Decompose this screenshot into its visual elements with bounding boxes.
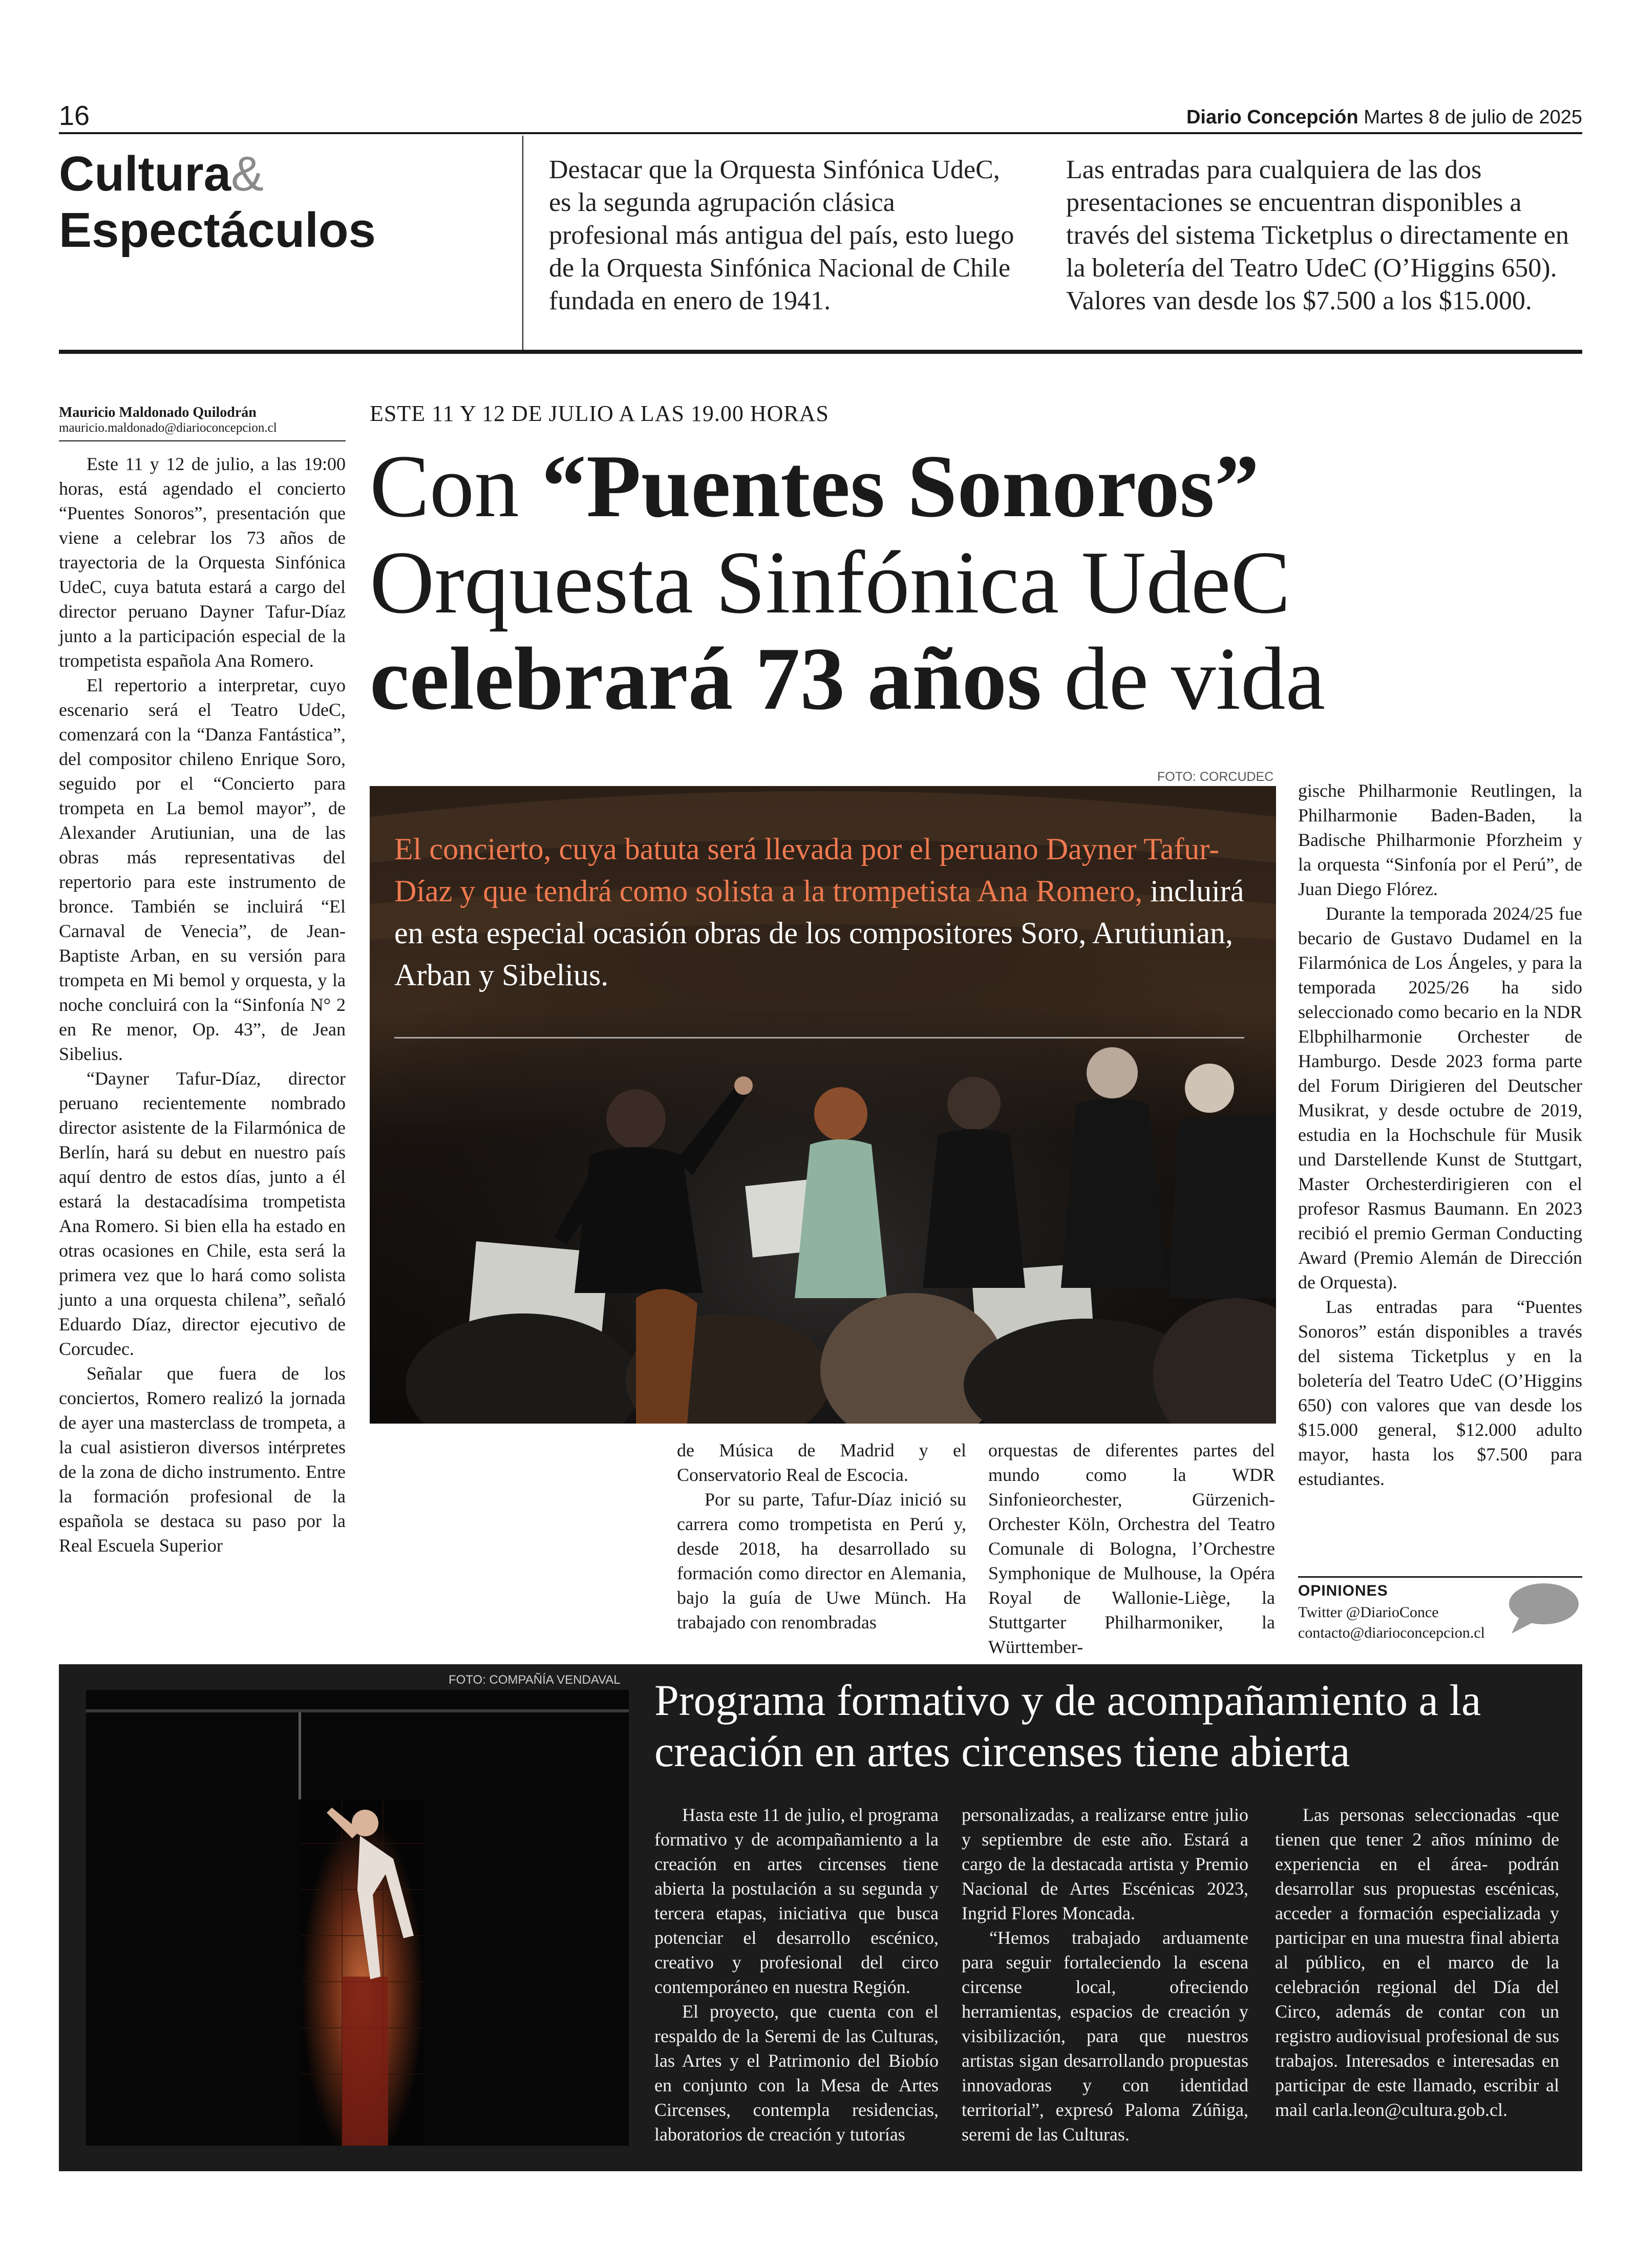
section-ampersand: & bbox=[231, 146, 264, 201]
headline-part: Con bbox=[370, 436, 542, 536]
article-paragraph: Por su parte, Tafur-Díaz inició su carrera como trompetista en Perú y, desde 2018, ha desarrollado su formación como director en Alemania, bajo la guía de Uwe Münch. Ha trabajado con renombradas bbox=[677, 1489, 966, 1633]
photo-credit-circus: FOTO: COMPAÑÍA VENDAVAL bbox=[449, 1673, 621, 1687]
callout-orchestra-history: Destacar que la Orquesta Sinfónica UdeC, es la segunda agrupación clásica profesional más antigua del país, esto luego de la Orquesta Sinfónica Nacional de Chile fundada en enero de 1941. bbox=[549, 155, 1014, 315]
circus-paragraph: Hasta este 11 de julio, el programa formativo y de acompañamiento a la creación en artes circenses tiene abierta la postulación a su segunda y tercera etapas, iniciativa que busca potenciar el desarrollo escénico, creativo y profesional del circo contemporáneo en nuestra Región. bbox=[654, 1805, 939, 1997]
article-paragraph: gische Philharmonie Reutlingen, la Philharmonie Baden-Baden, la Badische Philharmonie Pforzheim y la orquesta “Sinfonía por el Perú”, de Juan Diego Flórez. bbox=[1298, 780, 1582, 899]
headline-part: de vida bbox=[1042, 629, 1326, 728]
byline-email: mauricio.maldonado@diarioconcepcion.cl bbox=[59, 421, 277, 435]
opinions-label: OPINIONES bbox=[1298, 1582, 1388, 1599]
header-rule bbox=[59, 132, 1582, 134]
article-headline bbox=[370, 438, 1394, 727]
byline-rule bbox=[59, 440, 346, 441]
opinions-email[interactable]: contacto@diarioconcepcion.cl bbox=[1298, 1624, 1485, 1641]
article-column-left bbox=[59, 452, 346, 1558]
circus-column-1 bbox=[654, 1803, 939, 2147]
section-thick-rule bbox=[59, 350, 1582, 354]
circus-paragraph: personalizadas, a realizarse entre julio y septiembre de este año. Estará a cargo de la destacada artista y Premio Nacional de Artes Escénicas 2023, Ingrid Flores Moncada. bbox=[962, 1805, 1248, 1923]
page-number: 16 bbox=[59, 100, 90, 131]
circus-paragraph: Las personas seleccionadas -que tienen que tener 2 años mínimo de experiencia en el área- podrán desarrollar sus propuestas escénicas, acceder a formación especializada y participar en una muestra final abierta al público, en el marco de la celebración regional del Día del Circo, además de contar con un registro audiovisual profesional de sus trabajos. Interesados e interesadas en participar de este llamado, escribir al mail carla.leon@cultura.gob.cl. bbox=[1275, 1805, 1559, 2120]
caption-text: incluirá en esta especial ocasión obras de los compositores Soro, Arutiunian, Arban y Sibelius. bbox=[394, 874, 1244, 992]
masthead bbox=[1186, 107, 1582, 129]
speech-bubble-icon bbox=[1505, 1582, 1580, 1636]
photo-credit: FOTO: CORCUDEC bbox=[1157, 770, 1274, 784]
section-word-shows: Espectáculos bbox=[59, 203, 376, 258]
header-divider bbox=[522, 136, 523, 351]
masthead-date: Martes 8 de julio de 2025 bbox=[1364, 107, 1582, 128]
photo-caption bbox=[394, 828, 1260, 996]
article-paragraph: orquestas de diferentes partes del mundo como la WDR Sinfonieorchester, Gürzenich-Orchester Köln, Orchestra del Teatro Comunale di Bologna, l’Orchestre Symphonique de Mulhouse, la Opéra Royal de Wallonie-Liège, la Stuttgarter Philharmoniker, la Württember- bbox=[988, 1440, 1275, 1657]
article-paragraph: El repertorio a interpretar, cuyo escenario será el Teatro UdeC, comenzará con la “Danza Fantástica”, del compositor chileno Enrique Soro, seguido por el “Concierto para trompeta en La bemol mayor”, de Alexander Arutiunian, una de las obras más representativas del repertorio para este instrumento de bronce. También se incluirá “El Carnaval de Venecia”, de Jean-Baptiste Arban, en su versión para trompeta en Mi bemol y orquesta, y la noche concluirá con la “Sinfonía N° 2 en Re menor, Op. 43”, de Jean Sibelius. bbox=[59, 675, 346, 1064]
caption-rule bbox=[394, 1037, 1244, 1038]
article-column-mid-2 bbox=[988, 1438, 1275, 1659]
article-column-right bbox=[1298, 778, 1582, 1491]
article-paragraph: Las entradas para “Puentes Sonoros” están disponibles a través del sistema Ticketplus y en la boletería del Teatro UdeC (O’Higgins 650) con valores que van desde los $15.000 general, $12.000 adulto mayor, hasta los $7.500 para estudiantes. bbox=[1298, 1297, 1582, 1489]
byline-name: Mauricio Maldonado Quilodrán bbox=[59, 405, 257, 420]
article-paragraph: Durante la temporada 2024/25 fue becario de Gustavo Dudamel en la Filarmónica de Los Ángeles, y para la temporada 2025/26 ha sido seleccionado como becario en la NDR Elbphilharmonie Orchester de Hamburgo. Desde 2023 forma parte del Forum Dirigieren del Deutscher Musikrat, y desde octubre de 2019, estudia en la Hochschule für Musik und Darstellende Kunst de Stuttgart, Master Orchesterdirigieren con el profesor Rasmus Baumann. En 2023 recibió el premio German Conducting Award (Premio Alemán de Dirección de Orquesta). bbox=[1298, 903, 1582, 1292]
article-column-mid-1 bbox=[677, 1438, 966, 1635]
section-title bbox=[59, 146, 376, 259]
circus-column-2 bbox=[962, 1803, 1248, 2147]
circus-photo bbox=[86, 1690, 629, 2146]
circus-headline: Programa formativo y de acompañamiento a la creación en artes circenses tiene abierta bbox=[654, 1676, 1481, 1776]
circus-column-3 bbox=[1275, 1803, 1559, 2122]
headline-part: Orquesta Sinfónica UdeC bbox=[370, 533, 1291, 632]
circus-paragraph: El proyecto, que cuenta con el respaldo de la Seremi de las Culturas, las Artes y el Patrimonio del Biobío en conjunto con la Mesa de Artes Circenses, contempla residencias, laboratorios de creación y tutorías bbox=[654, 2001, 939, 2145]
article-paragraph: “Dayner Tafur-Díaz, director peruano recientemente nombrado director asistente de la Filarmónica de Berlín, hará su debut en nuestro país aquí dentro de estos días, junto a él estará la destacadísima trompetista Ana Romero. Si bien ella ha estado en otras ocasiones en Chile, esta será la primera vez que lo hará como solista junto a una orquesta chilena”, señaló Eduardo Díaz, director ejecutivo de Corcudec. bbox=[59, 1068, 346, 1359]
article-paragraph: Señalar que fuera de los conciertos, Romero realizó la jornada de ayer una masterclass de trompeta, a la cual asistieron diversos intérpretes de la zona de dicho instrumento. Entre la formación profesional de la española se destaca su paso por la Real Escuela Superior bbox=[59, 1363, 346, 1556]
article-paragraph: de Música de Madrid y el Conservatorio Real de Escocia. bbox=[677, 1440, 966, 1485]
section-word-culture: Cultura bbox=[59, 146, 231, 201]
circus-photo-image bbox=[86, 1690, 629, 2146]
callout-tickets: Las entradas para cualquiera de las dos presentaciones se encuentran disponibles a través del sistema Ticketplus o directamente en la boletería del Teatro UdeC (O’Higgins 650). Valores van desde los $7.500 a los $15.000. bbox=[1066, 155, 1569, 315]
masthead-name: Diario Concepción bbox=[1186, 107, 1358, 128]
article-kicker: ESTE 11 Y 12 DE JULIO A LAS 19.00 HORAS bbox=[370, 401, 830, 426]
caption-highlight: El concierto, cuya batuta será llevada por el peruano Dayner Tafur-Díaz y que tendrá como solista a la trompetista Ana Romero, bbox=[394, 832, 1220, 908]
circus-paragraph: “Hemos trabajado arduamente para seguir fortaleciendo la escena circense local, ofreciendo herramientas, espacios de creación y visibilización, para que nuestros artistas sigan desarrollando propuestas innovadoras y con identidad territorial”, expresó Paloma Zúñiga, seremi de las Culturas. bbox=[962, 1927, 1248, 2145]
opinions-twitter[interactable]: Twitter @DiarioConce bbox=[1298, 1604, 1439, 1621]
headline-concert-name: “Puentes Sonoros” bbox=[541, 436, 1260, 536]
article-paragraph: Este 11 y 12 de julio, a las 19:00 horas, está agendado el concierto “Puentes Sonoros”, presentación que viene a celebrar los 73 años de trayectoria de la Orquesta Sinfónica UdeC, cuya batuta estará a cargo del director peruano Dayner Tafur-Díaz junto a la participación especial de la trompetista española Ana Romero. bbox=[59, 454, 346, 671]
opinions-rule bbox=[1298, 1576, 1582, 1578]
headline-emphasis: celebrará 73 años bbox=[370, 629, 1042, 728]
